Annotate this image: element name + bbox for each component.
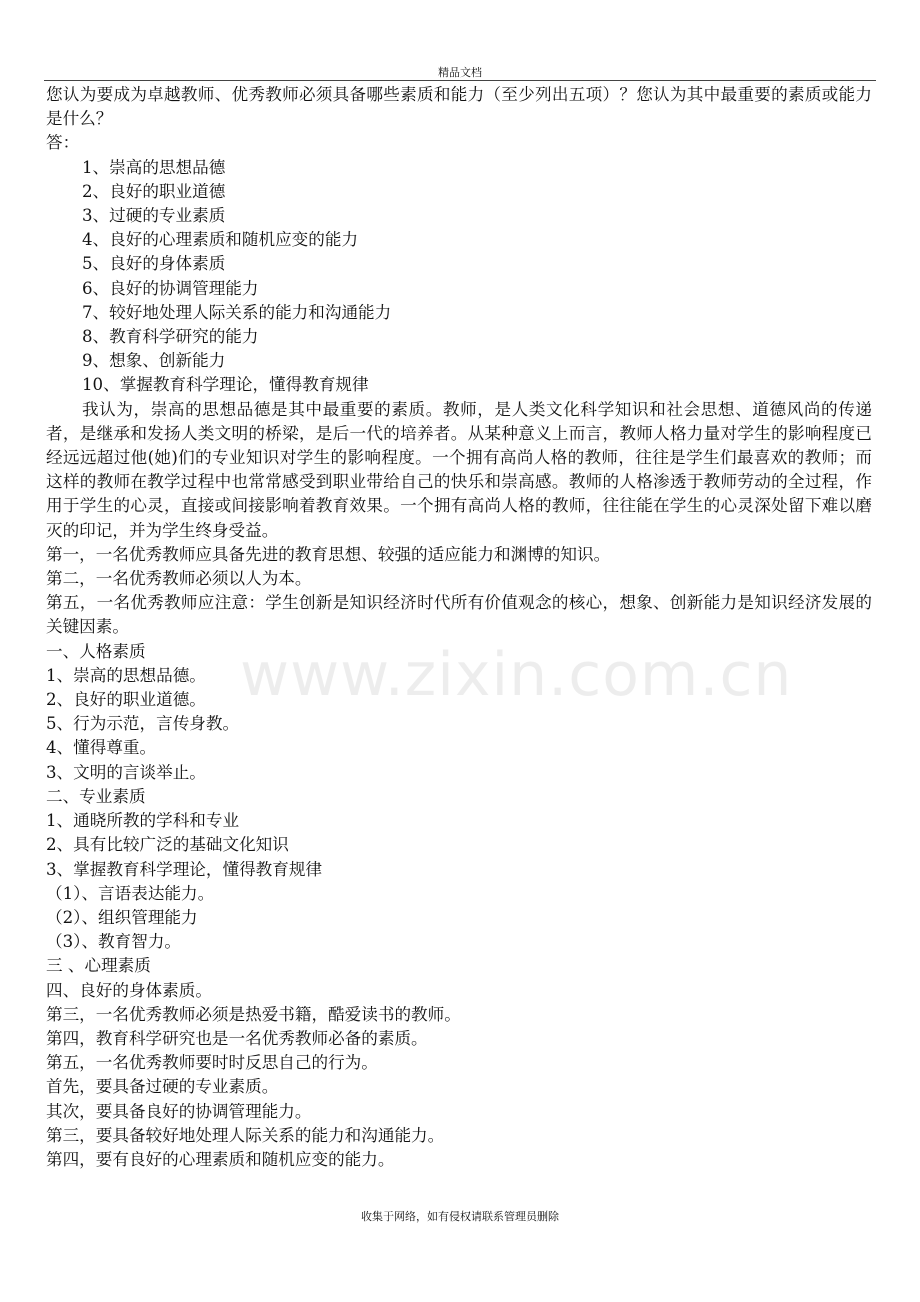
text-line: 第一，一名优秀教师应具备先进的教育思想、较强的适应能力和渊博的知识。 [46, 544, 611, 564]
numbered-list [46, 156, 872, 398]
opinion-paragraph: 我认为，崇高的思想品德是其中最重要的素质。教师，是人类文化科学知识和社会思想、道德风尚的传递者，是继承和发扬人类文明的桥梁，是后一代的培养者。从某种意义上而言，教师人格力量对学生的影响程度已经远远超过他(她)们的专业知识对学生的影响程度。一个拥有高尚人格的教师，往往是学生们最喜欢的教师；而这样的教师在教学过程中也常常感受到职业带给自己的快乐和崇高感。教师的人格渗透于教师劳动的全过程，作用于学生的心灵，直接或间接影响着教育效果。一个拥有高尚人格的教师，往往能在学生的心灵深处留下难以磨灭的印记，并为学生终身受益。 [46, 399, 872, 540]
fifth-paragraph: 第五，一名优秀教师应注意：学生创新是知识经济时代所有价值观念的核心，想象、创新能力是知识经济发展的关键因素。 [46, 593, 872, 637]
text-line: 2、良好的职业道德。 [46, 690, 206, 710]
list-item: 5、良好的身体素质 [82, 254, 226, 274]
list-item: 2、良好的职业道德 [82, 181, 226, 201]
header-divider [44, 80, 876, 81]
section-heading: 一、人格素质 [46, 641, 146, 661]
document-body [46, 83, 872, 1172]
text-line: 3、掌握教育科学理论，懂得教育规律 [46, 859, 323, 879]
text-line: 3、文明的言谈举止。 [46, 762, 206, 782]
text-line: 第三，一名优秀教师必须是热爱书籍，酷爱读书的教师。 [46, 1004, 461, 1024]
section-heading: 四、良好的身体素质。 [46, 980, 212, 1000]
list-item: 7、较好地处理人际关系的能力和沟通能力 [82, 302, 392, 322]
text-line: 其次，要具备良好的协调管理能力。 [46, 1101, 312, 1121]
text-line: 5、行为示范，言传身教。 [46, 714, 240, 734]
text-line: 第三，要具备较好地处理人际关系的能力和沟通能力。 [46, 1125, 445, 1145]
text-line: 第二，一名优秀教师必须以人为本。 [46, 569, 312, 589]
list-item: 9、想象、创新能力 [82, 351, 226, 371]
text-line: 1、通晓所教的学科和专业 [46, 811, 240, 831]
text-line: （2）、组织管理能力 [46, 907, 198, 927]
list-item: 1、崇高的思想品德 [82, 157, 226, 177]
text-line: 第四，要有良好的心理素质和随机应变的能力。 [46, 1149, 395, 1169]
page-header: 精品文档 [438, 66, 482, 79]
text-line: 第四，教育科学研究也是一名优秀教师必备的素质。 [46, 1028, 428, 1048]
text-line: （1）、言语表达能力。 [46, 883, 215, 903]
list-item: 4、良好的心理素质和随机应变的能力 [82, 230, 359, 250]
answer-label: 答： [46, 133, 80, 153]
text-line: 首先，要具备过硬的专业素质。 [46, 1077, 279, 1097]
text-line: 第五，一名优秀教师要时时反思自己的行为。 [46, 1053, 378, 1073]
page-footer: 收集于网络，如有侵权请联系管理员删除 [361, 1210, 559, 1223]
question-text: 您认为要成为卓越教师、优秀教师必须具备哪些素质和能力（至少列出五项）？您认为其中最重要的素质或能力是什么？ [46, 85, 872, 129]
list-item: 8、教育科学研究的能力 [82, 327, 259, 347]
qualities-list [46, 640, 872, 1172]
list-item: 3、过硬的专业素质 [82, 206, 226, 226]
section-heading: 二、专业素质 [46, 786, 146, 806]
text-line: 1、崇高的思想品德。 [46, 665, 206, 685]
section-heading: 三 、心理素质 [46, 956, 151, 976]
text-line: 2、具有比较广泛的基础文化知识 [46, 835, 289, 855]
text-line: 4、懂得尊重。 [46, 738, 157, 758]
text-line: （3）、教育智力。 [46, 932, 182, 952]
list-item: 10、掌握教育科学理论，懂得教育规律 [82, 375, 369, 395]
list-item: 6、良好的协调管理能力 [82, 278, 259, 298]
watermark: www.zixin.com.cn [240, 640, 793, 710]
